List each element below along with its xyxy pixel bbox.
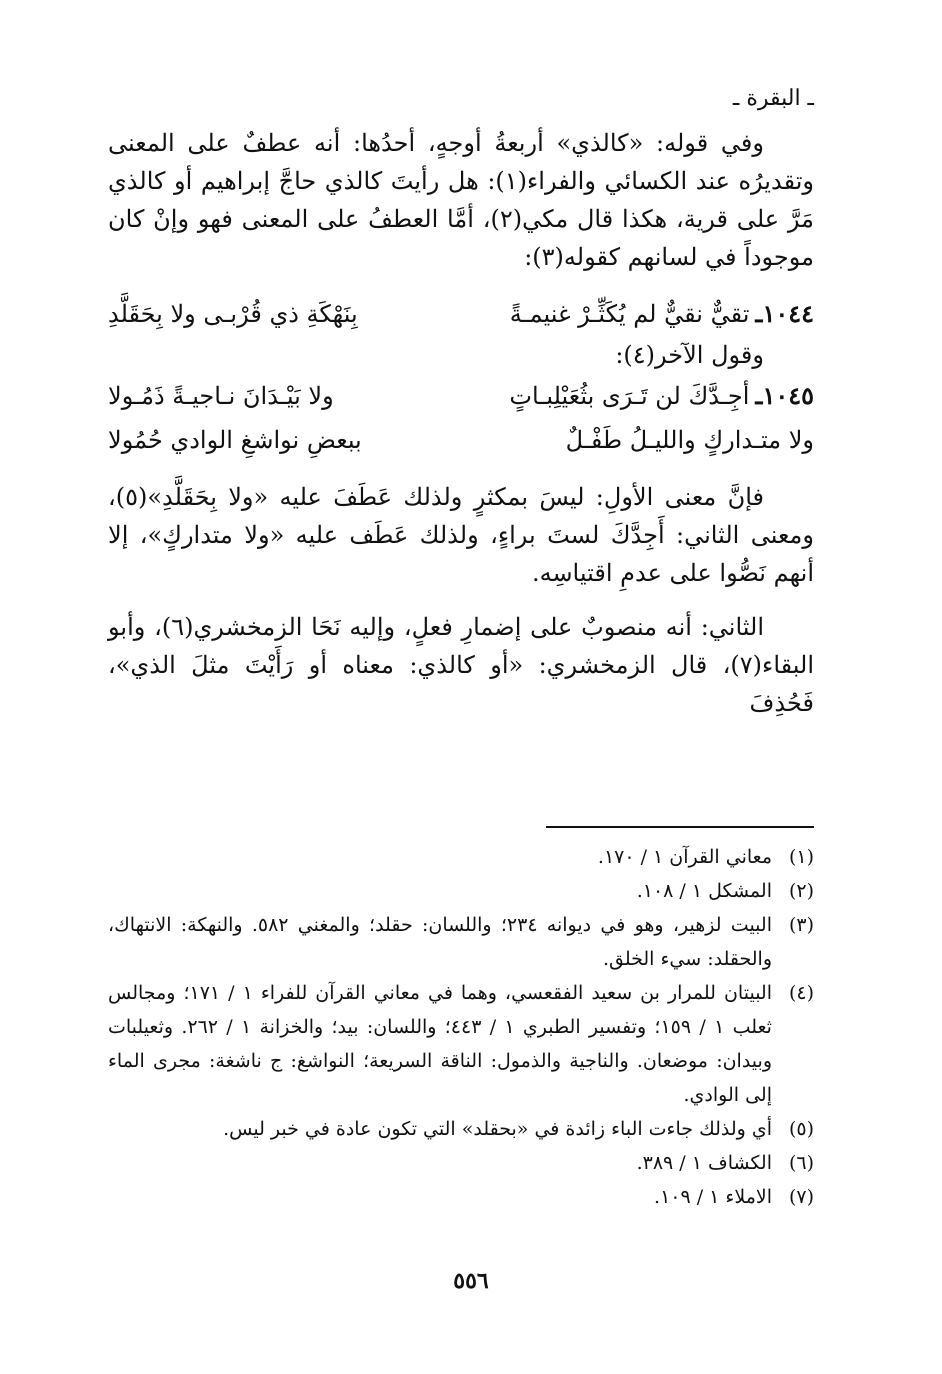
verse-second-hemistich: ولا بَيْـدَانَ نـاجيـةً ذَمُـولا (108, 382, 334, 410)
verse-1045-line-1 (108, 374, 814, 418)
verse-second-hemistich: ببعضِ نواشغِ الوادي حُمُولا (108, 426, 362, 454)
spacer (108, 592, 814, 608)
footnote-2 (108, 874, 814, 908)
verse-second-hemistich: بِنَهْكَةِ ذي قُرْبـى ولا بِحَقَلَّدِ (108, 300, 358, 328)
footnote-number: (٧) (788, 1186, 814, 1208)
footnote-1 (108, 840, 814, 874)
paragraph-3: الثاني: أنه منصوبٌ على إضمارِ فعلٍ، وإليه نَحَا الزمخشري(٦)، وأبو البقاء(٧)، قال الزمخشري: «أو كالذي: معناه أو رَأَيْتَ مثلَ الذي»، فَحُذِفَ (108, 613, 814, 717)
footnote-text: أي ولذلك جاءت الباء زائدة في «بحقلد» التي تكون عادة في خبر ليس. (223, 1118, 772, 1140)
verse-1045-line-2 (108, 418, 814, 462)
spacer (108, 276, 814, 292)
footnote-text: الاملاء ١ / ١٠٩. (654, 1186, 772, 1208)
spacer (108, 462, 814, 478)
footnote-text: البيتان للمرار بن سعيد الفقعسي، وهما في معاني القرآن للفراء ١ / ١٧١؛ ومجالس ثعلب ١ / ١٥٩؛ وتفسير الطبري ١ / ٤٤٣؛ واللسان: بيد؛ والخزانة ١ / ٢٦٢. وثعيلبات وبيدان: موضعان. والناجية والذمول: الناقة السريعة؛ النواشغ: ج ناشغة: مجرى الماء إلى الوادي. (108, 982, 772, 1106)
footnote-text: معاني القرآن ١ / ١٧٠. (597, 846, 772, 868)
footnote-text: المشكل ١ / ١٠٨. (636, 880, 772, 902)
verse-number: ١٠٤٥ـ (755, 381, 814, 410)
verse-intro: وقول الآخر(٤): (615, 341, 764, 369)
footnote-4 (108, 976, 814, 1112)
footnote-5 (108, 1112, 814, 1146)
hemistich-text: أجِـدَّكَ لن تَـرَى بثُعَيْلِبـاتٍ (509, 382, 750, 410)
main-text (108, 124, 814, 722)
page-number: ٥٥٦ (453, 1268, 489, 1294)
footnotes (108, 840, 814, 1214)
footnote-number: (٦) (788, 1152, 814, 1174)
verse-first-hemistich (509, 374, 814, 418)
footnote-number: (١) (788, 846, 814, 868)
footnote-text: البيت لزهير، وهو في ديوانه ٢٣٤؛ واللسان: حقلد؛ والمغني ٥٨٢. والنهكة: الانتهاك، والحقلد: سيء الخلق. (108, 914, 772, 970)
verse-first-hemistich: ولا متـداركٍ والليـلُ طَفْـلٌ (565, 426, 814, 454)
footnote-7 (108, 1180, 814, 1214)
paragraph-1: وفي قوله: «كالذي» أربعةُ أوجهٍ، أحدُها: أنه عطفٌ على المعنى وتقديرُه عند الكسائي والفراء(١): هل رأيتَ كالذي حاجَّ إبراهيم أو كالذي مَرَّ على قرية، هكذا قال مكي(٢)، أمَّا العطفُ على المعنى فهو وإنْ كان موجوداً في لسانهم كقوله(٣): (108, 129, 814, 271)
verse-first-hemistich (510, 292, 814, 336)
running-header: ـ البقرة ـ (732, 86, 814, 111)
footnote-6 (108, 1146, 814, 1180)
hemistich-text: تقيٌّ نقيٌّ لم يُكَثِّـرْ غنيمـةً (509, 300, 750, 328)
footnote-separator (546, 826, 814, 828)
verse-1044 (108, 292, 814, 336)
verse-number: ١٠٤٤ـ (755, 299, 814, 328)
footnote-number: (٣) (788, 914, 814, 936)
footnote-number: (٤) (788, 982, 814, 1004)
footnote-3 (108, 908, 814, 976)
footnote-number: (٥) (788, 1118, 814, 1140)
paragraph-2: فإنَّ معنى الأولِ: ليسَ بمكثرٍ ولذلك عَطَفَ عليه «ولا بِحَقَلَّدِ»(٥)، ومعنى الثاني: أَجِدَّكَ لستَ براءٍ، ولذلك عَطَف عليه «ولا متداركٍ»، إلا أنهم نَصُّوا على عدمِ اقتياسِه. (108, 483, 814, 587)
footnote-text: الكشاف ١ / ٣٨٩. (636, 1152, 772, 1174)
footnote-number: (٢) (788, 880, 814, 902)
